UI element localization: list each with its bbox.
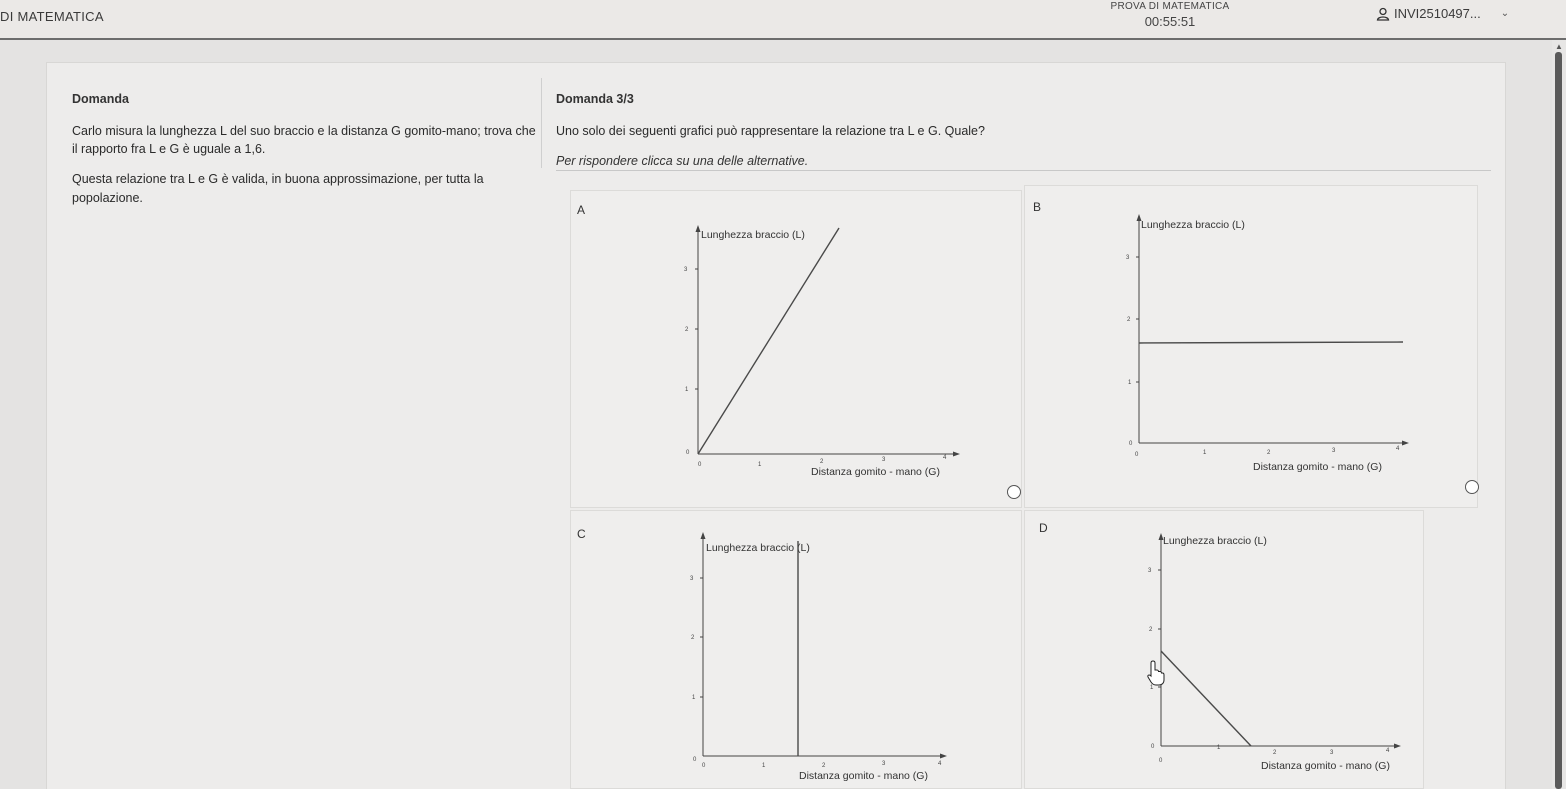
top-bar: [0, 0, 1566, 40]
answer-hint: Per rispondere clicca su una delle alternative.: [556, 154, 809, 169]
y-tick: 2: [1127, 317, 1131, 323]
x-tick: 3: [882, 457, 886, 463]
user-id: INVI2510497...: [1394, 6, 1481, 21]
option-a[interactable]: [570, 190, 1022, 508]
x-tick: 3: [1332, 448, 1336, 454]
x-tick: 0: [702, 763, 706, 769]
relation-line: [1139, 342, 1403, 343]
x-axis-label: Distanza gomito - mano (G): [1253, 461, 1382, 473]
y-axis-label: Lunghezza braccio (L): [1141, 219, 1245, 231]
subject-title: DI MATEMATICA: [0, 9, 104, 24]
relation-line: [698, 228, 839, 454]
x-tick: 3: [1330, 750, 1334, 756]
option-letter: B: [1033, 200, 1042, 214]
y-tick: 2: [685, 327, 689, 333]
y-tick: 0: [1151, 744, 1155, 750]
scrollbar-thumb[interactable]: [1555, 52, 1562, 789]
y-tick: 1: [692, 695, 696, 701]
x-tick: 0: [698, 462, 702, 468]
exam-info: [1100, 1, 1240, 29]
y-tick: 3: [690, 576, 694, 582]
x-tick: 0: [1159, 758, 1163, 764]
x-tick: 4: [938, 761, 942, 767]
chevron-down-icon[interactable]: ⌄: [1500, 8, 1510, 19]
x-tick: 2: [820, 459, 824, 465]
question-column: [556, 90, 1456, 170]
option-letter: A: [577, 203, 586, 217]
question-text: Uno solo dei seguenti grafici può rappresentare la relazione tra L e G. Quale?: [556, 124, 985, 139]
x-tick: 1: [758, 462, 762, 468]
y-tick: 3: [1126, 255, 1130, 261]
y-tick: 2: [691, 635, 695, 641]
context-column: [72, 90, 542, 219]
column-divider: [541, 78, 542, 168]
y-tick: 3: [1148, 568, 1152, 574]
y-tick: 1: [1128, 380, 1132, 386]
context-paragraph-2: Questa relazione tra L e G è valida, in buona approssimazione, per tutta la popolazione.: [72, 172, 484, 205]
context-label: Domanda: [72, 92, 129, 106]
y-tick: 1: [1150, 685, 1154, 691]
options-divider: [556, 170, 1491, 171]
x-tick: 1: [1203, 450, 1207, 456]
y-tick: 0: [1129, 441, 1133, 447]
option-c-chart: [571, 511, 1023, 789]
y-axis-label: Lunghezza braccio (L): [1163, 535, 1267, 547]
relation-line: [1161, 651, 1251, 746]
option-b[interactable]: [1024, 185, 1478, 508]
y-tick: 2: [1149, 627, 1153, 633]
y-tick: 3: [684, 267, 688, 273]
option-letter: D: [1039, 521, 1048, 535]
user-menu[interactable]: [1376, 6, 1509, 21]
x-tick: 0: [1135, 452, 1139, 458]
hand-pointer-icon: [1148, 661, 1164, 685]
y-axis-label: Lunghezza braccio (L): [701, 229, 805, 241]
timer: 00:55:51: [1144, 14, 1196, 29]
x-tick: 1: [762, 763, 766, 769]
y-tick: 0: [693, 757, 697, 763]
scroll-up-icon[interactable]: ▲: [1555, 42, 1563, 51]
x-axis-label: Distanza gomito - mano (G): [1261, 760, 1390, 772]
x-tick: 2: [822, 763, 826, 769]
option-d-chart: [1025, 511, 1425, 789]
user-icon: [1376, 7, 1390, 21]
y-tick: 1: [685, 387, 689, 393]
exam-name: PROVA DI MATEMATICA: [1110, 1, 1230, 12]
x-tick: 4: [943, 455, 947, 461]
context-paragraph-1: Carlo misura la lunghezza L del suo braccio e la distanza G gomito-mano; trova che il rapporto fra L e G è uguale a 1,6.: [72, 124, 536, 157]
x-axis-label: Distanza gomito - mano (G): [799, 770, 928, 782]
x-axis-label: Distanza gomito - mano (G): [811, 466, 940, 478]
x-tick: 1: [1217, 745, 1221, 751]
x-tick: 4: [1396, 446, 1400, 452]
option-c[interactable]: [570, 510, 1022, 789]
option-a-chart: [571, 191, 1023, 509]
question-label: Domanda 3/3: [556, 92, 634, 106]
x-tick: 2: [1267, 450, 1271, 456]
option-b-chart: [1025, 186, 1479, 509]
y-axis-label: Lunghezza braccio (L): [706, 542, 810, 554]
x-tick: 4: [1386, 748, 1390, 754]
option-a-radio[interactable]: [1007, 485, 1021, 499]
page-scrollbar[interactable]: [1552, 40, 1566, 789]
option-d[interactable]: [1024, 510, 1424, 789]
x-tick: 3: [882, 761, 886, 767]
option-letter: C: [577, 527, 586, 541]
x-tick: 2: [1273, 750, 1277, 756]
y-tick: 0: [686, 450, 690, 456]
option-b-radio[interactable]: [1465, 480, 1479, 494]
